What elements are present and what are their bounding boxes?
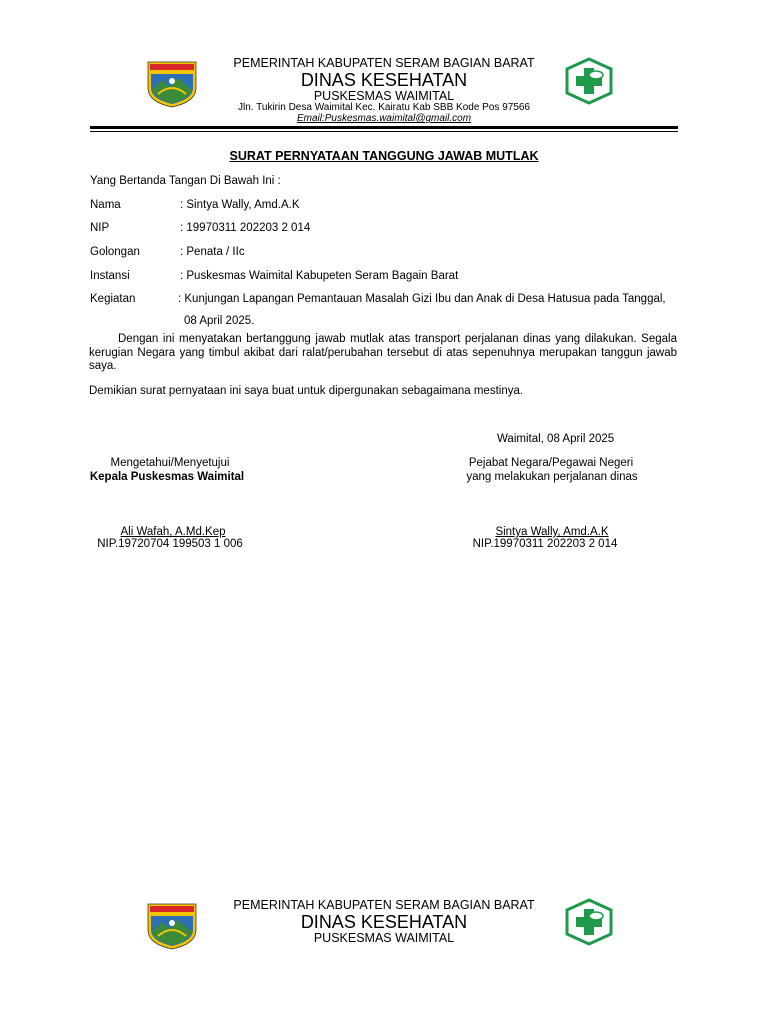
field-label-nama: Nama bbox=[90, 199, 121, 211]
sig-left-name: Ali Wafah, A.Md.Kep bbox=[120, 526, 226, 538]
header-government: PEMERINTAH KABUPATEN SERAM BAGIAN BARAT bbox=[233, 56, 535, 70]
footer-department: DINAS KESEHATAN bbox=[300, 912, 468, 932]
field-value-kegiatan: : Kunjungan Lapangan Pemantauan Masalah Gizi Ibu dan Anak di Desa Hatusua pada Tanggal, bbox=[178, 293, 666, 305]
header-department: DINAS KESEHATAN bbox=[300, 70, 468, 90]
statement-paragraph: Dengan ini menyatakan bertanggung jawab mutlak atas transport perjalanan dinas yang dilakukan. Segala kerugian Negara yang timbul akibat dari ralat/perubahan tersebut di atas sepenuhnya merupakan tanggun jawab saya. bbox=[89, 333, 677, 372]
field-label-kegiatan: Kegiatan bbox=[90, 293, 136, 305]
footer-puskesmas: PUSKESMAS WAIMITAL bbox=[313, 931, 455, 945]
sig-left-role: Mengetahui/Menyetujui bbox=[110, 457, 230, 469]
header-puskesmas: PUSKESMAS WAIMITAL bbox=[313, 89, 455, 103]
sig-right-role: Pejabat Negara/Pegawai Negeri bbox=[468, 457, 634, 469]
sig-right-nip: NIP.19970311 202203 2 014 bbox=[472, 538, 618, 550]
closing-paragraph: Demikian surat pernyataan ini saya buat untuk dipergunakan sebagaimana mestinya. bbox=[89, 385, 524, 397]
field-value-golongan: : Penata / IIc bbox=[180, 246, 245, 258]
sig-left-nip: NIP.19720704 199503 1 006 bbox=[97, 538, 243, 550]
field-value-nama: : Sintya Wally, Amd.A.K bbox=[180, 199, 300, 211]
letter-title: SURAT PERNYATAAN TANGGUNG JAWAB MUTLAK bbox=[229, 149, 539, 163]
header-divider-thin bbox=[90, 131, 678, 132]
field-value-instansi: : Puskesmas Waimital Kabupeten Seram Bagain Barat bbox=[180, 270, 459, 282]
letter-intro: Yang Bertanda Tangan Di Bawah Ini : bbox=[90, 175, 281, 187]
field-value-kegiatan-date: 08 April 2025. bbox=[184, 315, 255, 327]
field-label-instansi: Instansi bbox=[90, 270, 130, 282]
field-value-nip: : 19970311 202203 2 014 bbox=[180, 222, 311, 234]
place-date: Waimital, 08 April 2025 bbox=[497, 433, 615, 445]
field-label-golongan: Golongan bbox=[90, 246, 140, 258]
header-email: Email:Puskesmas.waimital@gmail.com bbox=[296, 113, 472, 124]
sig-left-title: Kepala Puskesmas Waimital bbox=[89, 471, 245, 483]
header-divider-thick bbox=[90, 126, 678, 129]
sig-right-title: yang melakukan perjalanan dinas bbox=[466, 471, 638, 483]
field-label-nip: NIP bbox=[90, 222, 110, 234]
footer-government: PEMERINTAH KABUPATEN SERAM BAGIAN BARAT bbox=[233, 898, 535, 912]
sig-right-name: Sintya Wally, Amd.A.K bbox=[495, 526, 609, 538]
header-address: Jln. Tukirin Desa Waimital Kec. Kairatu Kab SBB Kode Pos 97566 bbox=[238, 102, 530, 113]
